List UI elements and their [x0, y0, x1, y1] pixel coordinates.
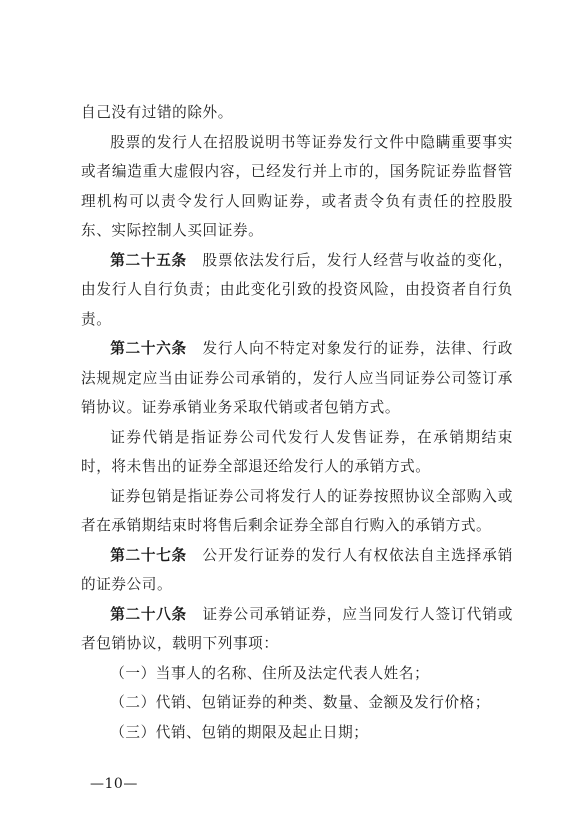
page-number: —10— — [90, 776, 138, 792]
paragraph — [81, 482, 513, 541]
article-25-paragraph — [81, 246, 513, 335]
paragraph-text: 证券包销是指证券公司将发行人的证券按照协议全部购入或者在承销期结束时将售后剩余证券全部自行购入的承销方式。 — [81, 487, 513, 534]
list-item-text: （三）代销、包销的期限及起止日期； — [110, 723, 369, 741]
article-28-paragraph — [81, 600, 513, 659]
list-item — [81, 718, 513, 748]
document-body — [81, 98, 513, 747]
list-item — [81, 659, 513, 689]
article-27-paragraph — [81, 541, 513, 600]
list-item-text: （二）代销、包销证券的种类、数量、金额及发行价格； — [110, 694, 491, 711]
paragraph-text: 股票依法发行后，发行人经营与收益的变化，由发行人自行负责；由此变化引致的投资风险，由投资者自行负责。 — [81, 251, 513, 328]
article-number: 第二十六条 — [110, 340, 187, 357]
list-item-text: （一）当事人的名称、住所及法定代表人姓名； — [110, 664, 430, 682]
paragraph-text: 发行人向不特定对象发行的证券，法律、行政法规规定应当由证券公司承销的，发行人应当同证券公司签订承销协议。证券承销业务采取代销或者包销方式。 — [81, 340, 513, 416]
article-number: 第二十五条 — [110, 251, 187, 269]
paragraph — [81, 423, 513, 482]
paragraph-text: 公开发行证券的发行人有权依法自主选择承销的证券公司。 — [81, 546, 513, 593]
paragraph-text: 证券公司承销证券，应当同发行人签订代销或者包销协议，载明下列事项： — [81, 605, 513, 652]
list-item — [81, 688, 513, 718]
article-number: 第二十七条 — [110, 546, 187, 564]
paragraph — [81, 128, 513, 246]
article-26-paragraph — [81, 334, 513, 423]
paragraph — [81, 98, 513, 128]
paragraph-text: 证券代销是指证券公司代发行人发售证券，在承销期结束时，将未售出的证券全部退还给发行人的承销方式。 — [81, 428, 513, 475]
article-number: 第二十八条 — [110, 605, 187, 623]
paragraph-text: 自己没有过错的除外。 — [81, 104, 233, 121]
paragraph-text: 股票的发行人在招股说明书等证券发行文件中隐瞒重要事实或者编造重大虚假内容，已经发行并上市的，国务院证券监督管理机构可以责令发行人回购证券，或者责令负有责任的控股股东、实际控制人买回证券。 — [81, 133, 513, 239]
